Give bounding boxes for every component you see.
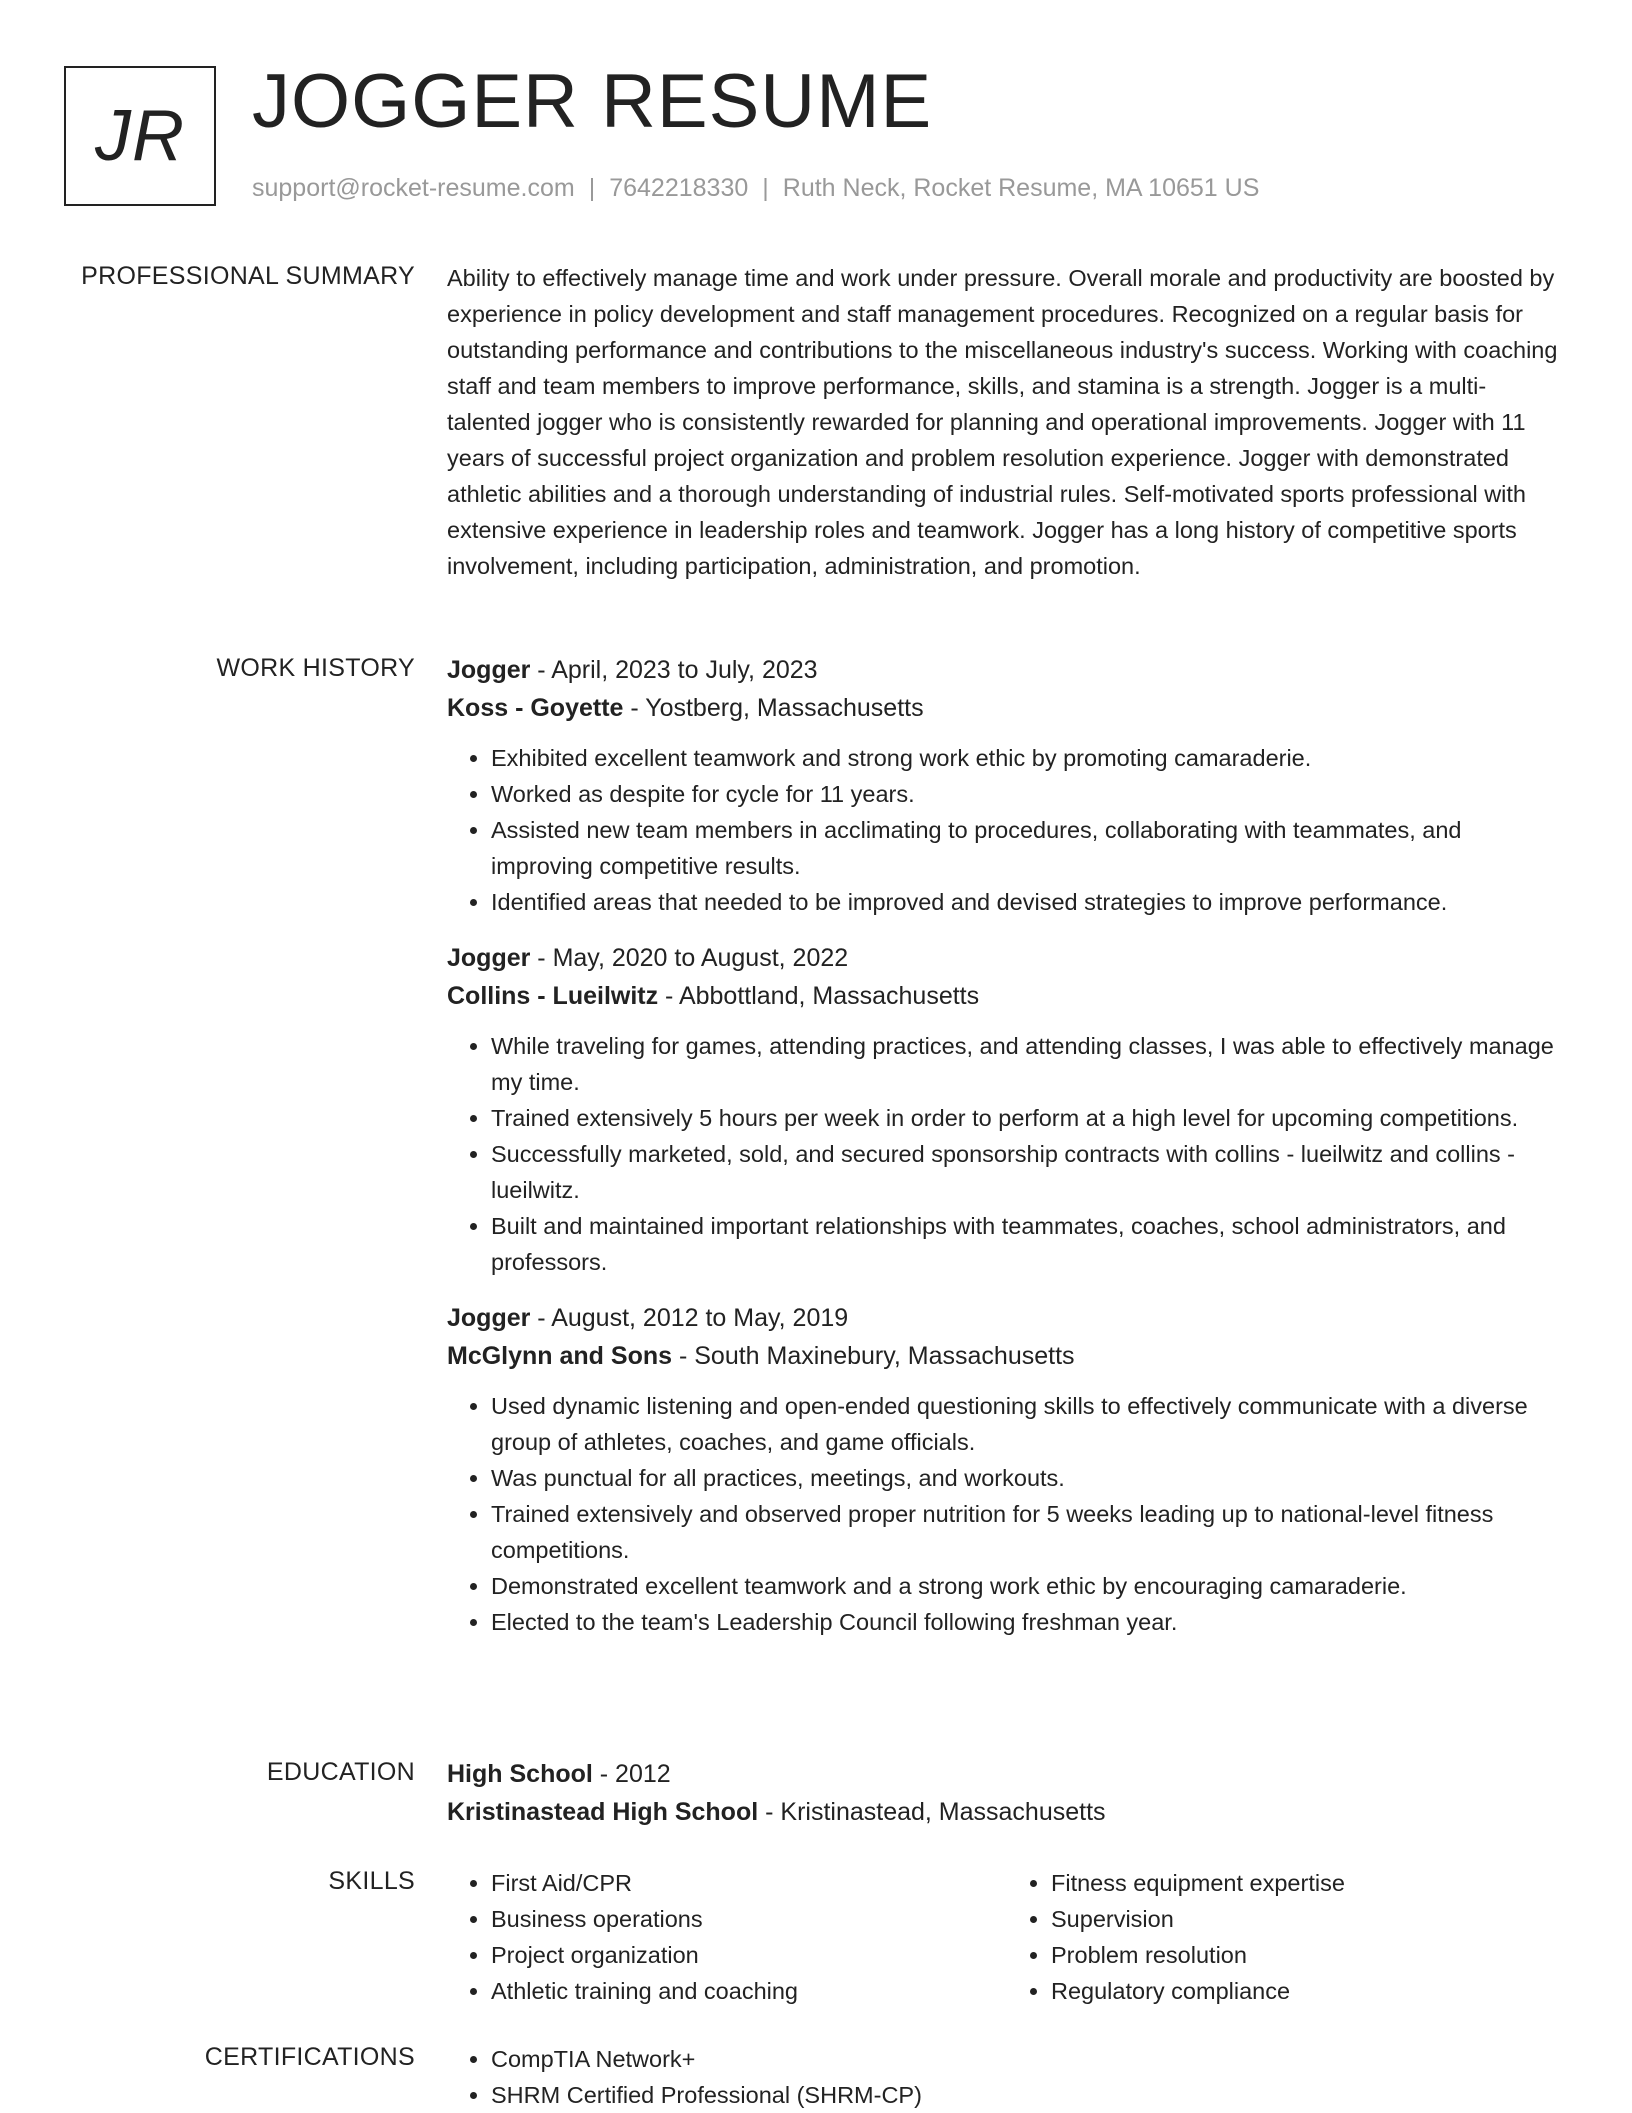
job-company: Collins - Lueilwitz xyxy=(447,982,659,1010)
job-bullets xyxy=(447,1388,1567,1640)
education-degree: High School xyxy=(447,1760,593,1788)
skill-item: • Fitness equipment expertise xyxy=(1051,1865,1567,1901)
job-bullet: • While traveling for games, attending practices, and attending classes, I was able to effectively manage my time. xyxy=(491,1028,1567,1100)
job-bullets xyxy=(447,1028,1567,1280)
job-title-line xyxy=(447,652,1567,688)
certification-item: • SHRM Certified Professional (SHRM-CP) xyxy=(491,2077,1567,2113)
skills-list-left xyxy=(447,1865,1007,2009)
job-bullet: • Trained extensively 5 hours per week in order to perform at a high level for upcoming competitions. xyxy=(491,1100,1567,1136)
contact-phone: 7642218330 xyxy=(609,174,749,202)
job-company: Koss - Goyette xyxy=(447,694,624,722)
education-degree-line xyxy=(447,1756,1567,1792)
job-bullet: • Trained extensively and observed proper nutrition for 5 weeks leading up to national-level fitness competitions. xyxy=(491,1496,1567,1568)
skill-item: • Athletic training and coaching xyxy=(491,1973,1007,2009)
job-entry xyxy=(447,1300,1567,1640)
initials-monogram: JR xyxy=(64,66,216,206)
job-bullets xyxy=(447,740,1567,920)
job-bullet: • Exhibited excellent teamwork and strong work ethic by promoting camaraderie. xyxy=(491,740,1567,776)
job-title-line xyxy=(447,940,1567,976)
certifications-body xyxy=(447,2041,1567,2113)
work-history-body xyxy=(447,652,1567,1660)
summary-text: Ability to effectively manage time and work under pressure. Overall morale and productivity are boosted by experience in policy development and staff management procedures. Recognized on a regular basis for outstanding performance and contributions to the miscellaneous industry's success. Working with coaching staff and team members to improve performance, skills, and stamina is a strength. Jogger is a multi-talented jogger who is consistently rewarded for planning and operational improvements. Jogger with 11 years of successful project organization and problem resolution experience. Jogger with demonstrated athletic abilities and a thorough understanding of industrial rules. Self-motivated sports professional with extensive experience in leadership roles and teamwork. Jogger has a long history of competitive sports involvement, including participation, administration, and promotion. xyxy=(447,265,1558,579)
skills-list-right xyxy=(1007,1865,1567,2009)
job-bullet: • Built and maintained important relationships with teammates, coaches, school administrators, and professors. xyxy=(491,1208,1567,1280)
skill-item: • First Aid/CPR xyxy=(491,1865,1007,1901)
contact-separator: | xyxy=(588,174,596,202)
education-location: - Kristinastead, Massachusetts xyxy=(758,1798,1106,1826)
job-company: McGlynn and Sons xyxy=(447,1342,673,1370)
job-bullet: • Elected to the team's Leadership Council following freshman year. xyxy=(491,1604,1567,1640)
skill-item: • Problem resolution xyxy=(1051,1937,1567,1973)
job-role: Jogger xyxy=(447,944,531,972)
contact-address: Ruth Neck, Rocket Resume, MA 10651 US xyxy=(782,174,1260,202)
contact-email: support@rocket-resume.com xyxy=(252,174,575,202)
job-title-line xyxy=(447,1300,1567,1336)
job-bullet: • Successfully marketed, sold, and secured sponsorship contracts with collins - lueilwitz and collins - lueilwitz. xyxy=(491,1136,1567,1208)
skill-item: • Business operations xyxy=(491,1901,1007,1937)
education-year: - 2012 xyxy=(592,1760,671,1788)
education-heading: EDUCATION xyxy=(266,1758,415,1786)
skill-item: • Regulatory compliance xyxy=(1051,1973,1567,2009)
job-bullet: • Worked as despite for cycle for 11 years. xyxy=(491,776,1567,812)
summary-heading: PROFESSIONAL SUMMARY xyxy=(81,262,415,290)
education-body xyxy=(447,1756,1567,1832)
job-bullet: • Identified areas that needed to be improved and devised strategies to improve performance. xyxy=(491,884,1567,920)
job-role: Jogger xyxy=(447,1304,531,1332)
contact-separator: | xyxy=(762,174,769,202)
education-school: Kristinastead High School xyxy=(447,1798,759,1826)
job-dates: - April, 2023 to July, 2023 xyxy=(530,656,818,684)
job-role: Jogger xyxy=(447,656,531,684)
job-dates: - August, 2012 to May, 2019 xyxy=(530,1304,849,1332)
summary-body xyxy=(447,260,1567,584)
certifications-heading: CERTIFICATIONS xyxy=(204,2043,415,2071)
certifications-list xyxy=(447,2041,1567,2113)
job-location: - Abbottland, Massachusetts xyxy=(658,982,980,1010)
job-bullet: • Used dynamic listening and open-ended questioning skills to effectively communicate with a diverse group of athletes, coaches, and game officials. xyxy=(491,1388,1567,1460)
resume-title: JOGGER RESUME xyxy=(252,59,933,144)
job-location: - Yostberg, Massachusetts xyxy=(623,694,924,722)
job-company-line xyxy=(447,976,1567,1016)
skills-body xyxy=(447,1865,1567,2009)
job-entry xyxy=(447,940,1567,1280)
job-entry xyxy=(447,652,1567,920)
job-dates: - May, 2020 to August, 2022 xyxy=(530,944,849,972)
job-bullet: • Demonstrated excellent teamwork and a strong work ethic by encouraging camaraderie. xyxy=(491,1568,1567,1604)
work-history-heading: WORK HISTORY xyxy=(216,654,415,682)
contact-line xyxy=(252,174,1259,203)
skills-heading: SKILLS xyxy=(328,1867,415,1895)
certification-item: • CompTIA Network+ xyxy=(491,2041,1567,2077)
education-school-line xyxy=(447,1792,1567,1832)
job-location: - South Maxinebury, Massachusetts xyxy=(672,1342,1075,1370)
job-company-line xyxy=(447,1336,1567,1376)
job-company-line xyxy=(447,688,1567,728)
job-bullet: • Assisted new team members in acclimating to procedures, collaborating with teammates, and improving competitive results. xyxy=(491,812,1567,884)
job-bullet: • Was punctual for all practices, meetings, and workouts. xyxy=(491,1460,1567,1496)
skill-item: • Project organization xyxy=(491,1937,1007,1973)
skill-item: • Supervision xyxy=(1051,1901,1567,1937)
